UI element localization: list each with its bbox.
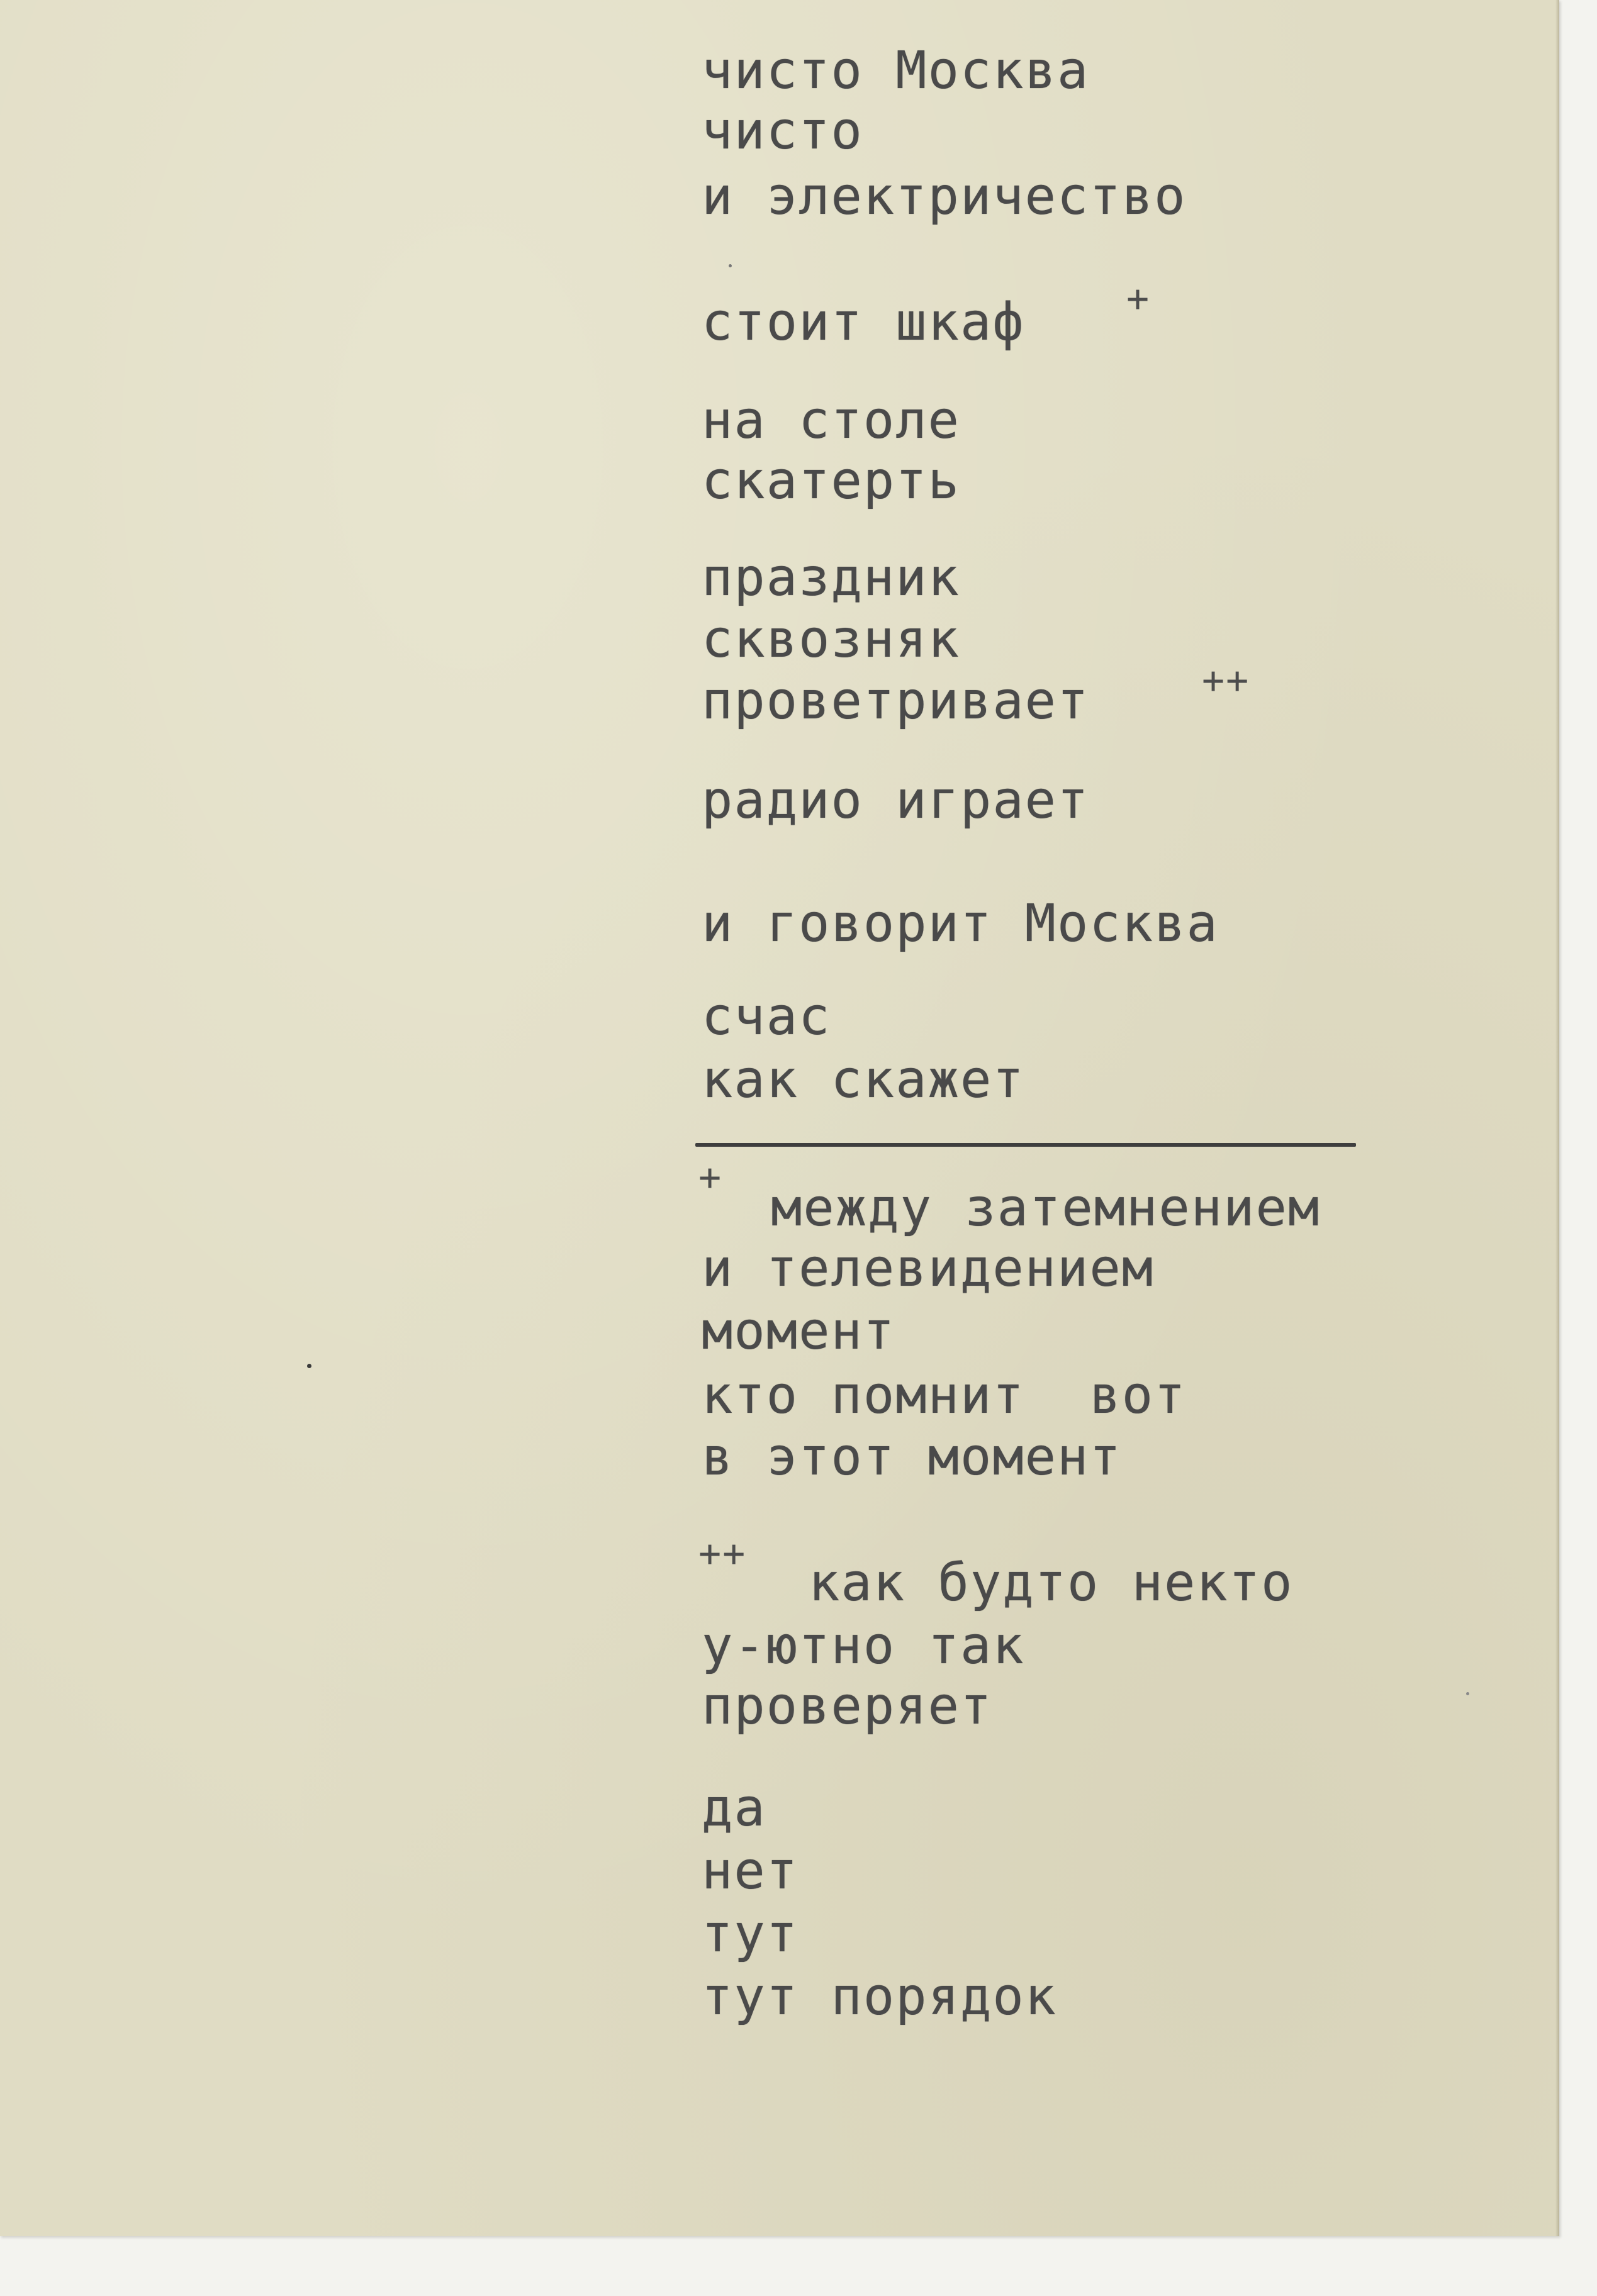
poem-line: счас [702, 987, 831, 1047]
poem-line: как скажет [702, 1050, 1025, 1110]
footnote-mark-single: + [698, 1156, 723, 1200]
footnote-divider [695, 1143, 1356, 1147]
poem-line: сквозняк [702, 610, 960, 669]
poem-line: и говорит Москва [702, 894, 1219, 954]
footnote-mark-single: + [1126, 277, 1151, 321]
footnote-line: в этот момент [702, 1427, 1122, 1487]
footnote-mark-double: ++ [698, 1532, 747, 1576]
poem-line: скатерть [702, 451, 960, 511]
paper-speck [307, 1364, 311, 1368]
footnote-line: момент [702, 1301, 896, 1361]
poem-line: чисто [702, 101, 863, 161]
footnote-line: нет [702, 1841, 799, 1901]
poem-line: радио играет [702, 771, 1090, 830]
poem-line: праздник [702, 548, 960, 608]
footnote-line: кто помнит вот [702, 1366, 1187, 1425]
poem-line: чисто Москва [702, 41, 1090, 101]
poem-line: и электричество [702, 167, 1187, 226]
footnote-line: тут порядок [702, 1967, 1058, 2027]
paper-speck [1466, 1692, 1469, 1695]
footnote-line: тут [702, 1904, 799, 1964]
footnote-line: да [702, 1778, 766, 1838]
footnote-line: и телевидением [702, 1239, 1155, 1298]
footnote-line: проверяет [702, 1676, 993, 1736]
footnote-line: между затемнением [771, 1178, 1321, 1238]
footnote-line: у-ютно так [702, 1616, 1025, 1676]
footnote-line: как будто некто [809, 1553, 1294, 1613]
poem-line: проветривает [702, 671, 1090, 731]
paper-speck [729, 264, 732, 267]
footnote-mark-double: ++ [1202, 659, 1250, 703]
poem-line: на столе [702, 391, 960, 450]
poem-line: стоит шкаф [702, 293, 1025, 352]
